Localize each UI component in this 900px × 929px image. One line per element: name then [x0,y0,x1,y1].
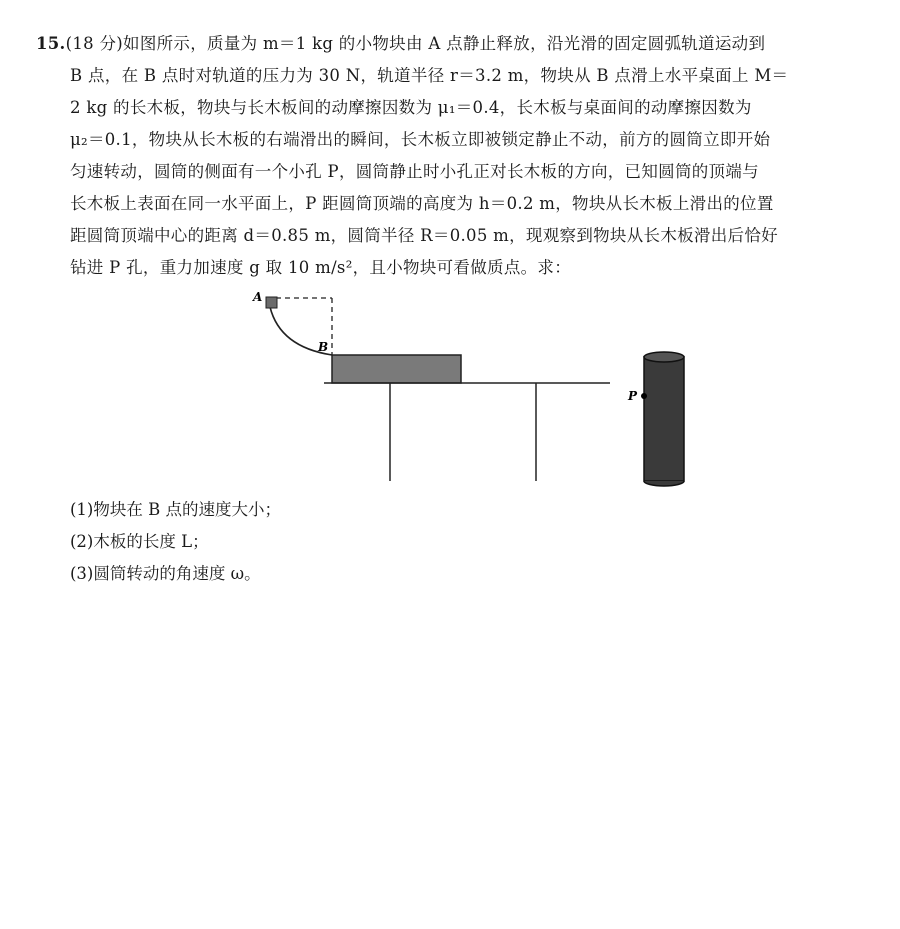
problem-text-line: 如图所示，质量为 m＝1 kg 的小物块由 A 点静止释放，沿光滑的固定圆弧轨道运动到 [123,34,766,53]
sub-questions [70,494,281,590]
cylinder-bottom [644,481,684,486]
problem-text-line: 2 kg 的长木板，物块与长木板间的动摩擦因数为 μ₁＝0.4，长木板与桌面间的动摩擦因数为 [70,98,752,117]
problem-text-line: 距圆筒顶端中心的距离 d＝0.85 m，圆筒半径 R＝0.05 m，现观察到物块从长木板滑出后恰好 [70,226,778,245]
label-p: P [628,389,638,403]
question-item: (1)物块在 B 点的速度大小； [70,500,281,519]
question-item: (3)圆筒转动的角速度 ω。 [70,564,261,583]
problem-number: 15. [36,34,66,53]
label-b: B [318,340,329,354]
question-item: (2)木板的长度 L； [70,532,209,551]
long-board [332,355,461,383]
problem-score: (18 分) [65,34,124,53]
problem-text-line: B 点，在 B 点时对轨道的压力为 30 N，轨道半径 r＝3.2 m，物块从 B 点滑上水平桌面上 M＝ [70,66,789,85]
problem-text-line: 钻进 P 孔，重力加速度 g 取 10 m/s²，且小物块可看做质点。求： [70,258,572,277]
label-a: A [253,290,263,304]
problem-text-line: 匀速转动，圆筒的侧面有一个小孔 P，圆筒静止时小孔正对长木板的方向，已知圆筒的顶端与 [70,162,759,181]
small-block [266,297,277,308]
cylinder-top [644,352,684,362]
physics-diagram [240,285,700,490]
problem-line-1 [36,28,866,60]
diagram-svg [240,285,700,490]
cylinder-body [644,357,684,481]
problem-statement [36,28,866,284]
problem-text-line: 长木板上表面在同一水平面上，P 距圆筒顶端的高度为 h＝0.2 m，物块从长木板上滑出的位置 [70,194,774,213]
problem-text-line: μ₂＝0.1，物块从长木板的右端滑出的瞬间，长木板立即被锁定静止不动，前方的圆筒立即开始 [70,130,771,149]
hole-p [641,393,647,399]
